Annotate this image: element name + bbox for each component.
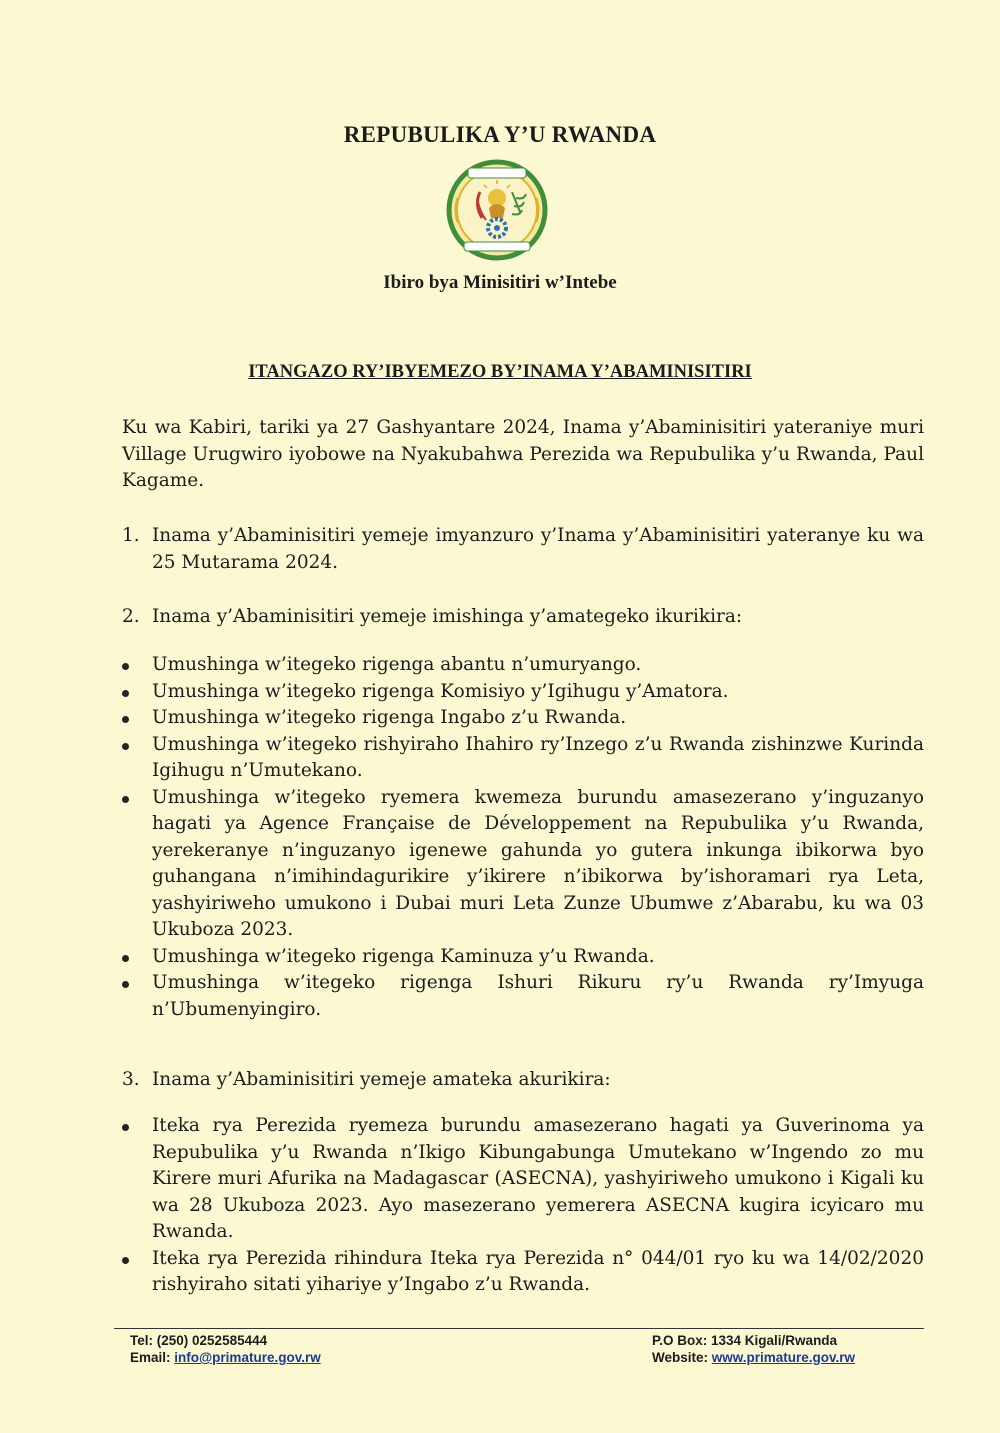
list-item: Umushinga w’itegeko rigenga Ishuri Rikuru ry’u Rwanda ry’Imyuga n’Ubumenyingiro. [122,970,924,1023]
bullet-icon [122,690,129,697]
draft-laws-list [122,652,924,1023]
list-item: Iteka rya Perezida rihindura Iteka rya Perezida n° 044/01 ryo ku wa 14/02/2020 rishyiraho sitati yihariye y’Ingabo z’u Rwanda. [122,1246,924,1299]
bullet-icon [122,1124,129,1131]
list-item: Umushinga w’itegeko rishyiraho Ihahiro ry’Inzego z’u Rwanda zishinzwe Kurinda Igihugu n’Umutekano. [122,732,924,785]
list-item: Umushinga w’itegeko ryemera kwemeza burundu amasezerano y’inguzanyo hagati ya Agence Française de Développement na Repubulika y’u Rwanda, yerekeranye n’inguzanyo igenewe gahunda yo gutera inkunga ibikorwa byo guhangana n’imihindagurikire y’ikirere n’ibikorwa by’ishoramari rya Leta, yashyiriweho umukono i Dubai muri Leta Zunze Ubumwe z’Abarabu, ku wa 03 Ukuboza 2023. [122,785,924,944]
website-link[interactable]: www.primature.gov.rw [711,1350,856,1365]
rwanda-coat-of-arms-seal [442,158,552,262]
document-title: ITANGAZO RY’IBYEMEZO BY’INAMA Y’ABAMINISITIRI [248,362,752,382]
numbered-item-2 [122,604,924,631]
bullet-icon [122,663,129,670]
bullet-icon [122,981,129,988]
list-item: Umushinga w’itegeko rigenga Ingabo z’u Rwanda. [122,705,924,732]
footer-pobox: P.O Box: 1334 Kigali/Rwanda [652,1333,838,1348]
item-number: 1. [122,525,140,546]
numbered-item-3 [122,1067,924,1094]
list-item: Umushinga w’itegeko rigenga abantu n’umuryango. [122,652,924,679]
footer-tel: Tel: (250) 0252585444 [130,1333,268,1348]
country-heading: REPUBULIKA Y’U RWANDA [343,122,657,147]
bullet-icon [122,796,129,803]
list-item: Umushinga w’itegeko rigenga Komisiyo y’Igihugu y’Amatora. [122,679,924,706]
item-number: 3. [122,1069,140,1090]
email-link[interactable]: info@primature.gov.rw [174,1350,321,1365]
list-item: Iteka rya Perezida ryemeza burundu amasezerano hagati ya Guverinoma ya Repubulika y’u Rwanda n’Ikigo Kibungabunga Umutekano w’Ingendo zo mu Kirere muri Afurika na Madagascar (ASECNA), yashyiriweho umukono i Kigali ku wa 28 Ukuboza 2023. Ayo masezerano yemerera ASECNA kugira icyicaro mu Rwanda. [122,1113,924,1246]
footer-divider [114,1328,924,1329]
numbered-item-1 [122,523,924,576]
intro-paragraph: Ku wa Kabiri, tariki ya 27 Gashyantare 2024, Inama y’Abaminisitiri yateraniye muri Village Urugwiro iyobowe na Nyakubahwa Perezida wa Repubulika y’u Rwanda, Paul Kagame. [122,417,924,491]
footer-website: Website: www.primature.gov.rw [652,1350,856,1365]
item-text: Inama y’Abaminisitiri yemeje imyanzuro y’Inama y’Abaminisitiri yateranye ku wa 25 Mutarama 2024. [152,525,924,573]
item-text: Inama y’Abaminisitiri yemeje amateka akurikira: [152,1069,611,1090]
bullet-icon [122,955,129,962]
footer-contact [130,1332,321,1366]
office-name: Ibiro bya Minisitiri w’Intebe [383,272,617,293]
bullet-icon [122,743,129,750]
bullet-icon [122,716,129,723]
bullet-icon [122,1257,129,1264]
item-number: 2. [122,606,140,627]
footer-email: Email: info@primature.gov.rw [130,1350,321,1365]
decrees-list [122,1113,924,1299]
footer-address [652,1332,855,1366]
item-text: Inama y’Abaminisitiri yemeje imishinga y’amategeko ikurikira: [152,606,743,627]
list-item: Umushinga w’itegeko rigenga Kaminuza y’u Rwanda. [122,944,924,971]
